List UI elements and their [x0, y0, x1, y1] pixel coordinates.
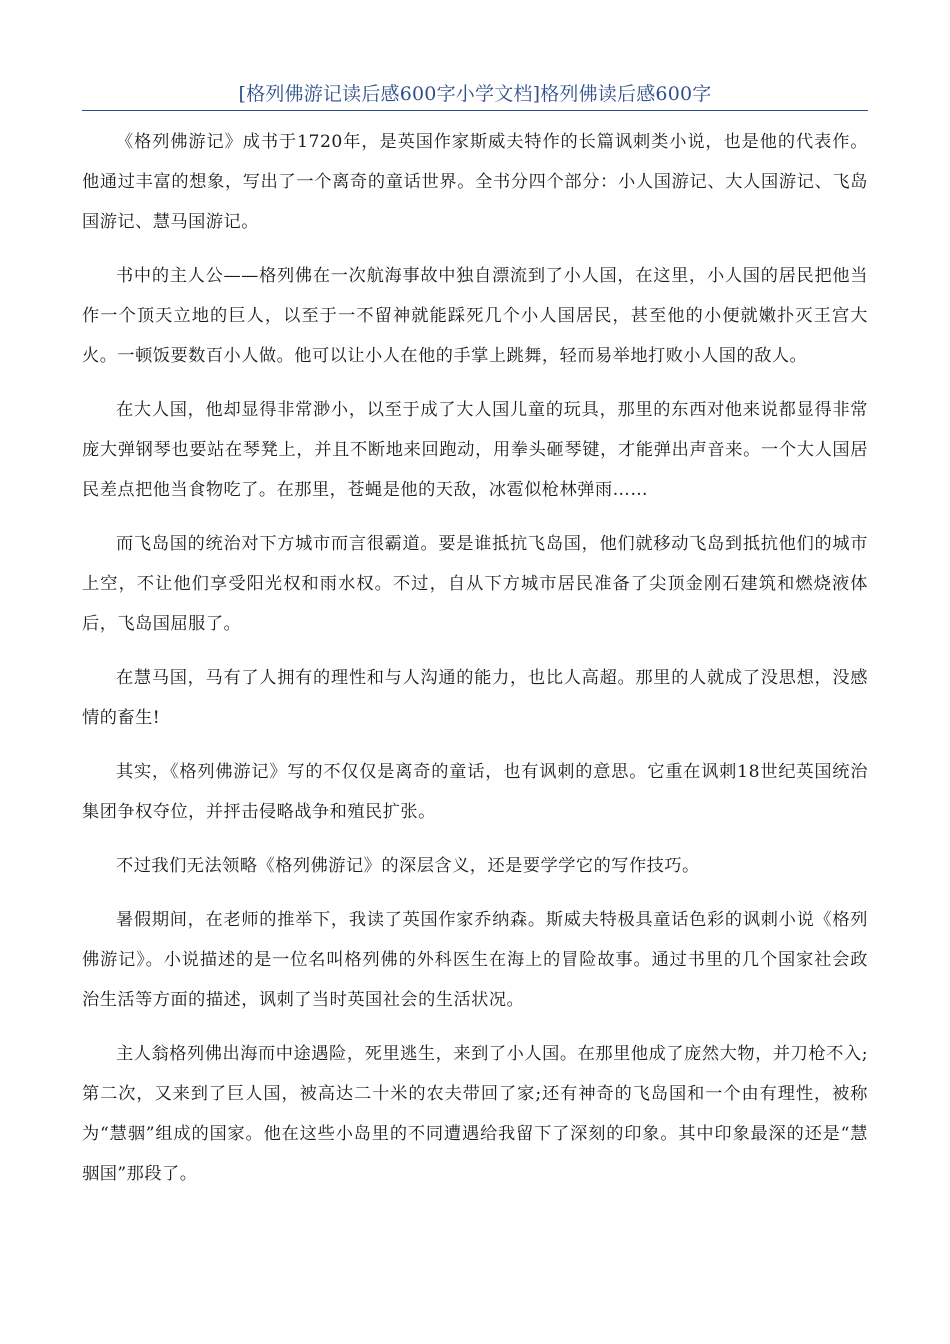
- page-header: [82, 80, 868, 111]
- paragraph-8: 暑假期间，在老师的推举下，我读了英国作家乔纳森。斯威夫特极具童话色彩的讽刺小说《格列佛游记》。小说描述的是一位名叫格列佛的外科医生在海上的冒险故事。通过书里的几个国家社会政治生活等方面的描述，讽刺了当时英国社会的生活状况。: [82, 910, 868, 1010]
- paragraph-7: 不过我们无法领略《格列佛游记》的深层含义，还是要学学它的写作技巧。: [116, 856, 700, 876]
- paragraph-9: 主人翁格列佛出海而中途遇险，死里逃生，来到了小人国。在那里他成了庞然大物，并刀枪不入;第二次，又来到了巨人国，被高达二十米的农夫带回了家;还有神奇的飞岛国和一个由有理性，被称为“慧骃”组成的国家。他在这些小岛里的不同遭遇给我留下了深刻的印象。其中印象最深的还是“慧骃国”那段了。: [82, 1044, 868, 1184]
- header-title: [格列佛游记读后感600字小学文档]格列佛读后感600字: [238, 83, 712, 105]
- paragraph-2: 书中的主人公——格列佛在一次航海事故中独自漂流到了小人国，在这里，小人国的居民把他当作一个顶天立地的巨人，以至于一不留神就能踩死几个小人国居民，甚至他的小便就嫩扑灭王宫大火。一顿饭要数百小人做。他可以让小人在他的手掌上跳舞，轻而易举地打败小人国的敌人。: [82, 266, 868, 366]
- paragraph-5: 在慧马国，马有了人拥有的理性和与人沟通的能力，也比人高超。那里的人就成了没思想，没感情的畜生!: [82, 668, 868, 728]
- paragraph-1: 《格列佛游记》成书于1720年，是英国作家斯威夫特作的长篇讽刺类小说，也是他的代表作。他通过丰富的想象，写出了一个离奇的童话世界。全书分四个部分：小人国游记、大人国游记、飞岛国游记、慧马国游记。: [82, 132, 868, 232]
- document-body: [82, 122, 868, 1208]
- paragraph-6: 其实，《格列佛游记》写的不仅仅是离奇的童话，也有讽刺的意思。它重在讽刺18世纪英国统治集团争权夺位，并抨击侵略战争和殖民扩张。: [82, 762, 868, 822]
- paragraph-3: 在大人国，他却显得非常渺小，以至于成了大人国儿童的玩具，那里的东西对他来说都显得非常庞大弹钢琴也要站在琴凳上，并且不断地来回跑动，用拳头砸琴键，才能弹出声音来。一个大人国居民差点把他当食物吃了。在那里，苍蝇是他的天敌，冰雹似枪林弹雨……: [82, 400, 868, 500]
- paragraph-4: 而飞岛国的统治对下方城市而言很霸道。要是谁抵抗飞岛国，他们就移动飞岛到抵抗他们的城市上空，不让他们享受阳光权和雨水权。不过，自从下方城市居民准备了尖顶金刚石建筑和燃烧液体后，飞岛国屈服了。: [82, 534, 868, 634]
